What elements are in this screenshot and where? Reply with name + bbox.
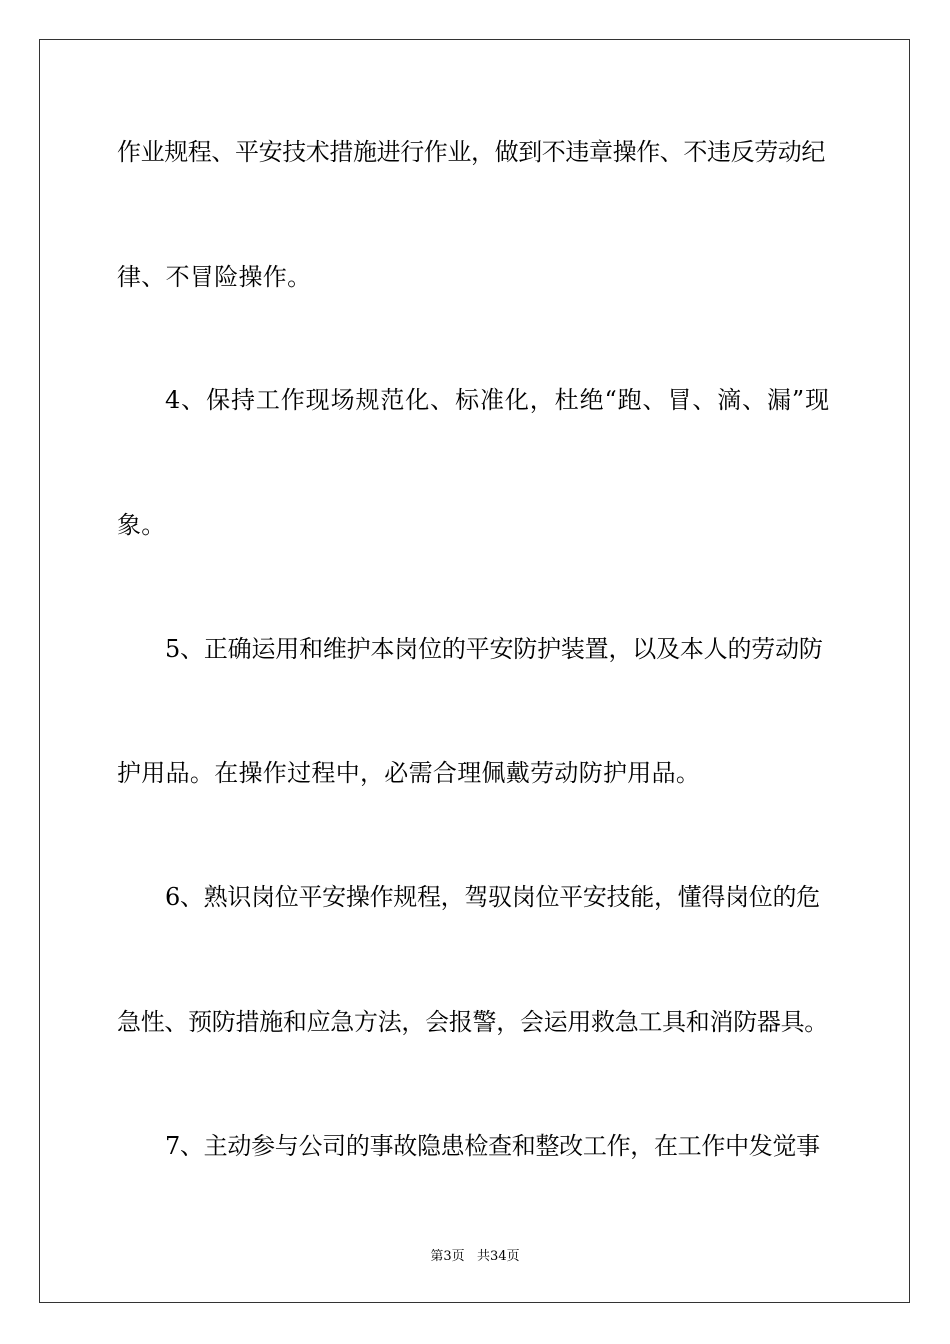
body-text-line: 象。 <box>117 511 166 539</box>
page-number-footer: 第3页 共34页 <box>430 1249 520 1264</box>
body-text-line: 6、熟识岗位平安操作规程，驾驭岗位平安技能，懂得岗位的危 <box>165 883 820 911</box>
body-text-line: 护用品。在操作过程中，必需合理佩戴劳动防护用品。 <box>117 759 701 787</box>
body-text-line: 4、保持工作现场规范化、标准化，杜绝“跑、冒、滴、漏”现 <box>165 386 831 414</box>
body-text-line: 5、正确运用和维护本岗位的平安防护装置，以及本人的劳动防 <box>165 635 823 663</box>
body-text-line: 急性、预防措施和应急方法，会报警，会运用救急工具和消防器具。 <box>117 1008 828 1036</box>
body-text-line: 7、主动参与公司的事故隐患检查和整改工作，在工作中发觉事 <box>165 1132 820 1160</box>
body-text-line: 作业规程、平安技术措施进行作业，做到不违章操作、不违反劳动纪 <box>117 138 825 166</box>
page-border <box>39 39 910 1303</box>
body-text-line: 律、不冒险操作。 <box>117 263 312 291</box>
